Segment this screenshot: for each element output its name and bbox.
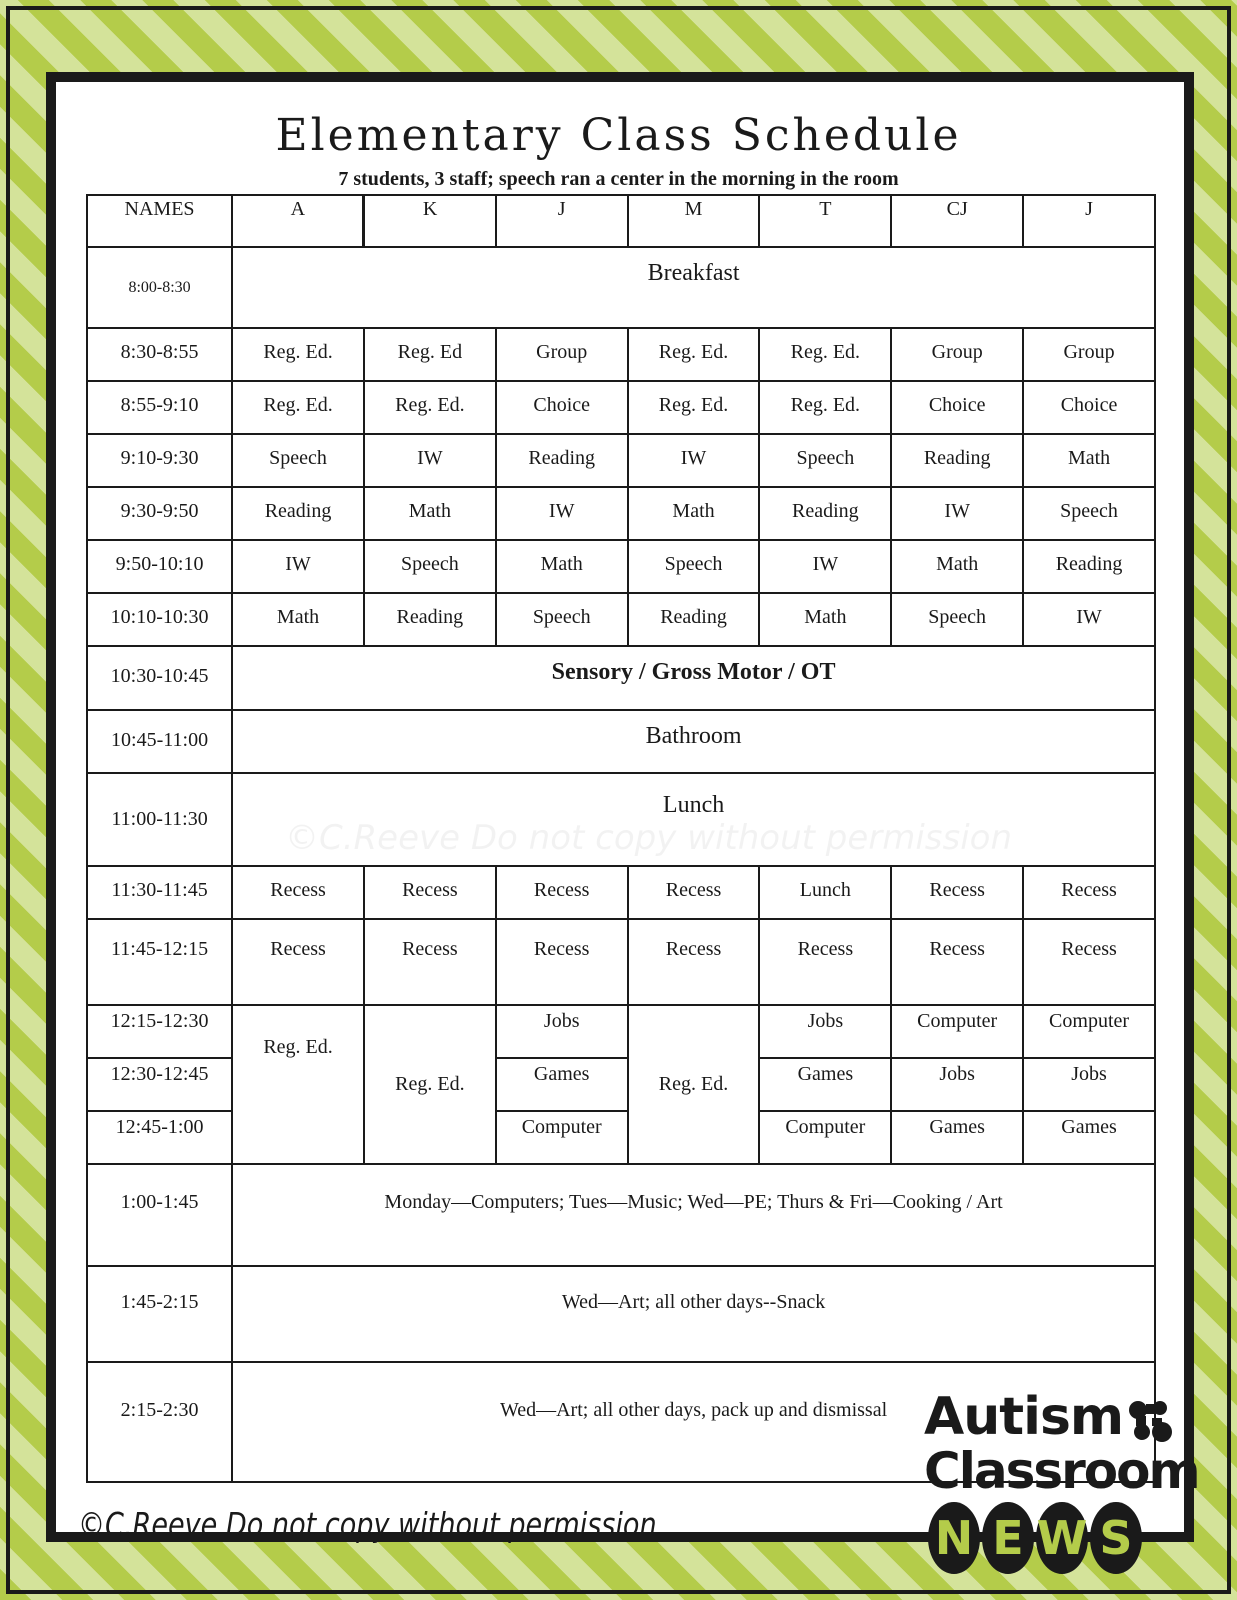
table-row <box>87 247 1155 328</box>
time-cell: 11:45-12:15 <box>87 919 232 1005</box>
activity-cell: Recess <box>628 919 760 1005</box>
activity-cell: IW <box>628 434 760 487</box>
time-cell: 1:45-2:15 <box>87 1266 232 1362</box>
activity-cell: Computer <box>496 1111 628 1164</box>
activity-cell: Reg. Ed. <box>232 328 364 381</box>
student-header-k: K <box>364 195 496 247</box>
activity-cell: Recess <box>496 919 628 1005</box>
activity-cell: Recess <box>1023 866 1155 919</box>
table-row <box>87 1266 1155 1362</box>
table-row <box>87 434 1155 487</box>
activity-cell: Recess <box>891 919 1023 1005</box>
activity-cell: Speech <box>628 540 760 593</box>
activity-cell: IW <box>364 434 496 487</box>
activity-cell: Reg. Ed. <box>364 381 496 434</box>
activity-cell: Math <box>628 487 760 540</box>
page-subtitle: 7 students, 3 staff; speech ran a center in the morning in the room <box>338 168 899 190</box>
time-cell: 9:50-10:10 <box>87 540 232 593</box>
activity-cell: Reg. Ed. <box>628 381 760 434</box>
breakfast-cell: Breakfast <box>232 247 1155 328</box>
time-cell: 10:30-10:45 <box>87 646 232 710</box>
activity-cell: Reading <box>759 487 891 540</box>
table-row <box>87 381 1155 434</box>
activity-cell: Recess <box>232 866 364 919</box>
table-row <box>87 540 1155 593</box>
activity-cell: IW <box>891 487 1023 540</box>
time-cell: 11:00-11:30 <box>87 773 232 866</box>
activity-cell: Jobs <box>496 1005 628 1058</box>
logo-news-letter: W <box>1036 1502 1088 1574</box>
activity-cell: IW <box>232 540 364 593</box>
time-cell: 12:15-12:30 <box>87 1005 232 1058</box>
activity-cell: Speech <box>232 434 364 487</box>
activity-cell: Games <box>496 1058 628 1111</box>
activity-cell: Games <box>891 1111 1023 1164</box>
lunch-cell: Lunch <box>232 773 1155 866</box>
student-header-j2: J <box>1023 195 1155 247</box>
activity-cell: Recess <box>891 866 1023 919</box>
activity-cell: Math <box>232 593 364 646</box>
activity-cell: Reg. Ed. <box>628 1005 760 1164</box>
activity-cell: Reg. Ed. <box>364 1005 496 1164</box>
activity-cell: Games <box>1023 1111 1155 1164</box>
activity-cell: Computer <box>1023 1005 1155 1058</box>
table-row <box>87 773 1155 866</box>
activity-cell: Math <box>1023 434 1155 487</box>
activity-cell: Group <box>891 328 1023 381</box>
activity-cell: Jobs <box>1023 1058 1155 1111</box>
autism-classroom-news-logo <box>924 1387 1224 1595</box>
time-cell: 12:45-1:00 <box>87 1111 232 1164</box>
activity-cell: Reg. Ed <box>364 328 496 381</box>
activity-cell: Recess <box>364 866 496 919</box>
activity-cell: Reading <box>232 487 364 540</box>
table-row <box>87 866 1155 919</box>
activity-cell: Jobs <box>759 1005 891 1058</box>
activity-cell: Lunch <box>759 866 891 919</box>
time-cell: 11:30-11:45 <box>87 866 232 919</box>
activity-cell: Speech <box>1023 487 1155 540</box>
logo-news-letter: S <box>1090 1502 1142 1574</box>
page-title: Elementary Class Schedule <box>275 110 962 161</box>
table-row <box>87 593 1155 646</box>
activity-cell: Reg. Ed. <box>759 328 891 381</box>
table-row <box>87 919 1155 1005</box>
bathroom-cell: Bathroom <box>232 710 1155 773</box>
activity-cell: Choice <box>496 381 628 434</box>
activity-cell: Math <box>496 540 628 593</box>
activity-cell: Computer <box>759 1111 891 1164</box>
student-header-a: A <box>232 195 364 247</box>
table-row <box>87 487 1155 540</box>
activity-cell: Reading <box>364 593 496 646</box>
time-cell: 9:10-9:30 <box>87 434 232 487</box>
sensory-cell: Sensory / Gross Motor / OT <box>232 646 1155 710</box>
activity-cell: IW <box>496 487 628 540</box>
activity-cell: Speech <box>364 540 496 593</box>
time-cell: 8:55-9:10 <box>87 381 232 434</box>
activity-cell: Reading <box>891 434 1023 487</box>
activity-cell: Reading <box>628 593 760 646</box>
table-row <box>87 1164 1155 1266</box>
activity-cell: Reading <box>1023 540 1155 593</box>
table-row <box>87 328 1155 381</box>
activity-cell: Speech <box>759 434 891 487</box>
logo-news-letter: N <box>928 1502 980 1574</box>
activity-cell: IW <box>759 540 891 593</box>
time-cell: 1:00-1:45 <box>87 1164 232 1266</box>
activity-cell: Reg. Ed. <box>628 328 760 381</box>
logo-news <box>928 1502 1142 1578</box>
logo-news-letter: E <box>982 1502 1034 1574</box>
time-cell: 8:00-8:30 <box>87 247 232 328</box>
activity-cell: Reg. Ed. <box>232 381 364 434</box>
activity-cell: Recess <box>232 919 364 1005</box>
header-row <box>87 195 1155 247</box>
time-cell: 8:30-8:55 <box>87 328 232 381</box>
time-cell: 10:45-11:00 <box>87 710 232 773</box>
time-cell: 2:15-2:30 <box>87 1362 232 1482</box>
activity-cell: Jobs <box>891 1058 1023 1111</box>
student-header-m: M <box>628 195 760 247</box>
dismissal-cell: Wed—Art; all other days, pack up and dismissal <box>232 1362 1155 1482</box>
student-header-cj: CJ <box>891 195 1023 247</box>
specials-cell: Monday—Computers; Tues—Music; Wed—PE; Thurs & Fri—Cooking / Art <box>232 1164 1155 1266</box>
logo-line2: Classroom <box>924 1442 1199 1500</box>
logo-line1: Autism <box>924 1387 1124 1447</box>
activity-cell: Math <box>759 593 891 646</box>
activity-cell: Math <box>364 487 496 540</box>
activity-cell: Reg. Ed. <box>232 1005 364 1164</box>
time-cell: 9:30-9:50 <box>87 487 232 540</box>
activity-cell: Choice <box>1023 381 1155 434</box>
time-cell: 10:10-10:30 <box>87 593 232 646</box>
table-row <box>87 1005 1155 1058</box>
footer-copyright: ©C.Reeve Do not copy without permission <box>78 1505 657 1544</box>
activity-cell: Computer <box>891 1005 1023 1058</box>
activity-cell: Recess <box>364 919 496 1005</box>
time-cell: 12:30-12:45 <box>87 1058 232 1111</box>
table-row <box>87 710 1155 773</box>
activity-cell: Reg. Ed. <box>759 381 891 434</box>
activity-cell: Choice <box>891 381 1023 434</box>
activity-cell: Speech <box>891 593 1023 646</box>
snack-cell: Wed—Art; all other days--Snack <box>232 1266 1155 1362</box>
activity-cell: Speech <box>496 593 628 646</box>
activity-cell: Math <box>891 540 1023 593</box>
activity-cell: Group <box>496 328 628 381</box>
student-header-t: T <box>759 195 891 247</box>
names-header: NAMES <box>87 195 232 247</box>
activity-cell: Reading <box>496 434 628 487</box>
schedule-table <box>86 194 1156 1483</box>
activity-cell: Recess <box>1023 919 1155 1005</box>
table-row <box>87 646 1155 710</box>
activity-cell: Group <box>1023 328 1155 381</box>
activity-cell: Recess <box>628 866 760 919</box>
watermark: ©C.Reeve Do not copy without permission <box>285 818 1013 858</box>
student-header-j: J <box>496 195 628 247</box>
activity-cell: Recess <box>759 919 891 1005</box>
activity-cell: Games <box>759 1058 891 1111</box>
activity-cell: Recess <box>496 866 628 919</box>
activity-cell: IW <box>1023 593 1155 646</box>
